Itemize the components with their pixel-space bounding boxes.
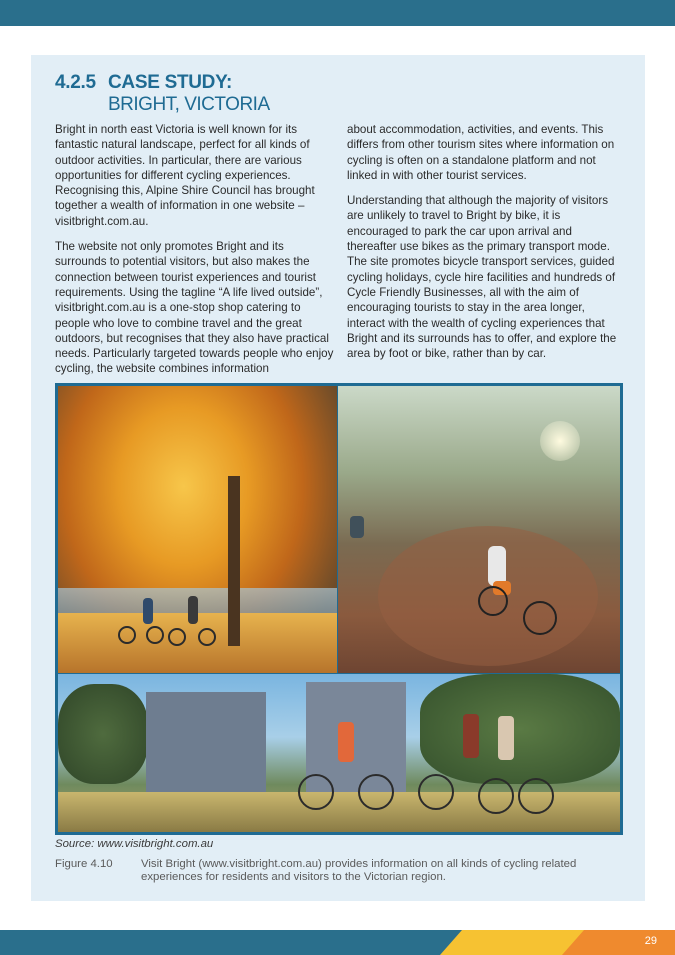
section-title-line2: BRIGHT, VICTORIA [108, 94, 270, 115]
figure-caption: Visit Bright (www.visitbright.com.au) provides information on all kinds of cycling related experiences for residents and visitors to the Victorian region. [141, 858, 577, 883]
top-header-bar [0, 0, 675, 26]
paragraph: Bright in north east Victoria is well known for its fantastic natural landscape, perfect for all kinds of outdoor activities. In particular, there are various opportunities for different cycling experiences. Recognising this, Alpine Shire Council has brought together a wealth of information in one website – visitbright.com.au. [55, 123, 315, 228]
paragraph: Understanding that although the majority of visitors are unlikely to travel to Bright by bike, it is encouraged to park the car upon arrival and thereafter use bikes as the primary transport mode. The site promotes bicycle transport services, guided cycling holidays, cycle hire facilities and hundreds of Cycle Friendly Businesses, all with the aim of encouraging tourists to stay in the area longer, interact with the wealth of cycling experiences that Bright and its surrounds has to offer, and explore the area by foot or bike, rather than by car. [347, 194, 617, 361]
section-title-line1: CASE STUDY: [108, 72, 233, 93]
footer-bar [0, 930, 675, 955]
section-number: 4.2.5 [55, 72, 96, 93]
body-column-left [55, 122, 335, 387]
paragraph: about accommodation, activities, and events. This differs from other tourism sites where information on cycling is often on a standalone platform and not linked in with other tourist services. [347, 123, 615, 182]
figure-source: Source: www.visitbright.com.au [55, 838, 214, 850]
photo-farm-cyclists [58, 674, 620, 832]
paragraph: The website not only promotes Bright and its surrounds to potential visitors, but also makes the connection between tourist experiences and tourist requirements. Using the tagline “A life lived outside”, visitbright.com.au is a one-stop shop catering to people who love to combine travel and the great outdoors, but recognises that they also have practical needs. Particularly targeted towards people who enjoy cycling, the website combines information [55, 240, 334, 376]
photo-mountain-biker [338, 386, 620, 673]
photo-autumn-cyclists [58, 386, 337, 673]
page-number: 29 [644, 935, 657, 947]
figure-label: Figure 4.10 [55, 858, 113, 870]
body-column-right [347, 122, 619, 371]
